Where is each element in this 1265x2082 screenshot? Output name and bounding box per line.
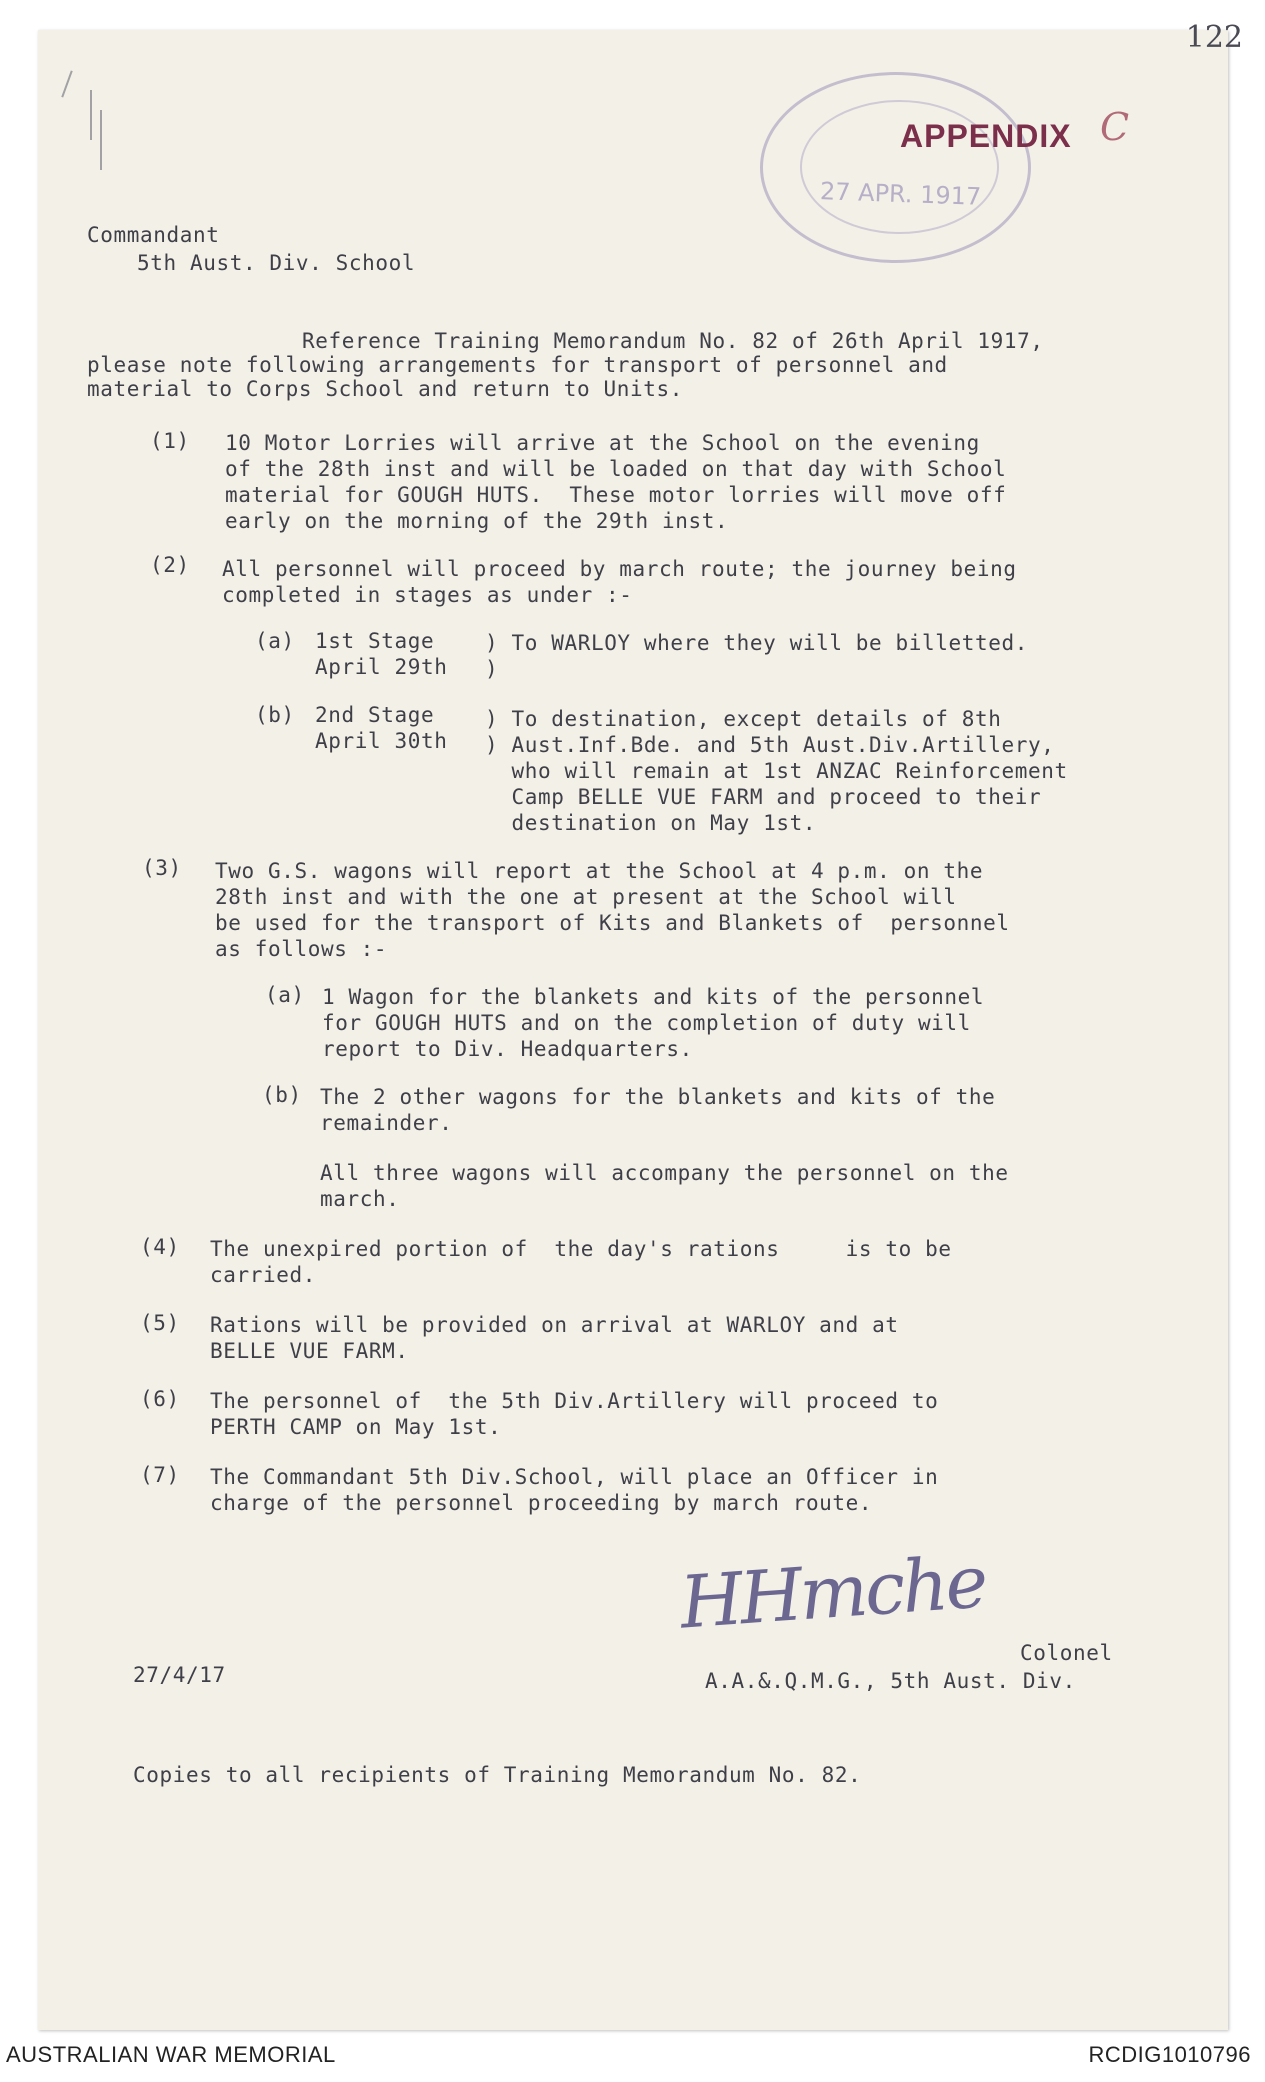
paragraph-number: (4) [140,1235,180,1259]
archive-reference: RCDIG1010796 [1088,2042,1251,2067]
stage-line: ) [485,657,499,681]
paragraph-line: 1 Wagon for the blankets and kits of the personnel [322,985,985,1009]
stage-line: destination on May 1st. [485,811,817,835]
paragraph-line: early on the morning of the 29th inst. [225,509,729,533]
intro-line: please note following arrangements for transport of personnel and [87,353,948,377]
paragraph-line: The personnel of the 5th Div.Artillery will proceed to [210,1389,939,1413]
paragraph-line: 10 Motor Lorries will arrive at the School on the evening [225,431,980,455]
document-date: 27/4/17 [133,1663,226,1687]
appendix-handwritten-mark: C [1100,105,1130,149]
paragraph-number: (3) [142,856,182,880]
paragraph-line: completed in stages as under :- [222,583,633,607]
paragraph-line: BELLE VUE FARM. [210,1339,409,1363]
paragraph-line: march. [320,1187,400,1211]
handwritten-signature: HHmche [677,1539,988,1645]
copies-note: Copies to all recipients of Training Memorandum No. 82. [133,1763,862,1787]
paragraph-line: carried. [210,1263,316,1287]
pencil-mark [90,90,92,140]
page-number: 122 [1185,20,1243,55]
stage-date: April 30th [315,729,448,753]
stage-line: ) Aust.Inf.Bde. and 5th Aust.Div.Artillery, [485,733,1055,757]
paragraph-line: Two G.S. wagons will report at the School at 4 p.m. on the [215,859,984,883]
signatory-title: A.A.&.Q.M.G., 5th Aust. Div. [705,1669,1076,1693]
subparagraph-label: (a) [265,983,305,1007]
paragraph-line: remainder. [320,1111,453,1135]
stamp-date: 27 APR. 1917 [819,177,982,211]
paragraph-line: be used for the transport of Kits and Blankets of personnel [215,911,1010,935]
paragraph-line: The Commandant 5th Div.School, will place an Officer in [210,1465,939,1489]
stage-line: who will remain at 1st ANZAC Reinforcement [485,759,1068,783]
addressee-line-1: Commandant [87,223,220,247]
stage-date: April 29th [315,655,448,679]
stage-line: ) To destination, except details of 8th [485,707,1002,731]
paragraph-number: (2) [150,553,190,577]
addressee-line-2: 5th Aust. Div. School [137,251,416,275]
paragraph-line: The unexpired portion of the day's rations is to be [210,1237,952,1261]
stage-label: 2nd Stage [315,703,435,727]
paragraph-line: All personnel will proceed by march route; the journey being [222,557,1017,581]
subparagraph-label: (b) [255,703,295,727]
intro-line: Reference Training Memorandum No. 82 of 26th April 1917, [302,329,1044,353]
stage-label: 1st Stage [315,629,435,653]
paragraph-line: for GOUGH HUTS and on the completion of duty will [322,1011,971,1035]
pencil-mark [100,110,102,170]
paragraph-line: as follows :- [215,937,388,961]
archive-name: AUSTRALIAN WAR MEMORIAL [6,2042,336,2067]
paragraph-number: (6) [140,1387,180,1411]
stage-line: Camp BELLE VUE FARM and proceed to their [485,785,1042,809]
paragraph-line: charge of the personnel proceeding by march route. [210,1491,873,1515]
paragraph-line: report to Div. Headquarters. [322,1037,693,1061]
paragraph-line: Rations will be provided on arrival at WARLOY and at [210,1313,899,1337]
paragraph-line: All three wagons will accompany the personnel on the [320,1161,1009,1185]
paragraph-line: The 2 other wagons for the blankets and kits of the [320,1085,996,1109]
subparagraph-label: (a) [255,629,295,653]
pencil-mark [61,71,72,98]
stage-line: ) To WARLOY where they will be billetted. [485,631,1028,655]
paragraph-number: (7) [140,1463,180,1487]
signatory-rank: Colonel [1020,1641,1113,1665]
paragraph-number: (5) [140,1311,180,1335]
paragraph-line: material for GOUGH HUTS. These motor lorries will move off [225,483,1007,507]
paragraph-line: of the 28th inst and will be loaded on that day with School [225,457,1007,481]
intro-line: material to Corps School and return to Units. [87,377,683,401]
appendix-stamp: APPENDIX [900,118,1072,154]
paragraph-line: PERTH CAMP on May 1st. [210,1415,502,1439]
subparagraph-label: (b) [262,1083,302,1107]
paragraph-line: 28th inst and with the one at present at the School will [215,885,957,909]
paragraph-number: (1) [150,429,190,453]
